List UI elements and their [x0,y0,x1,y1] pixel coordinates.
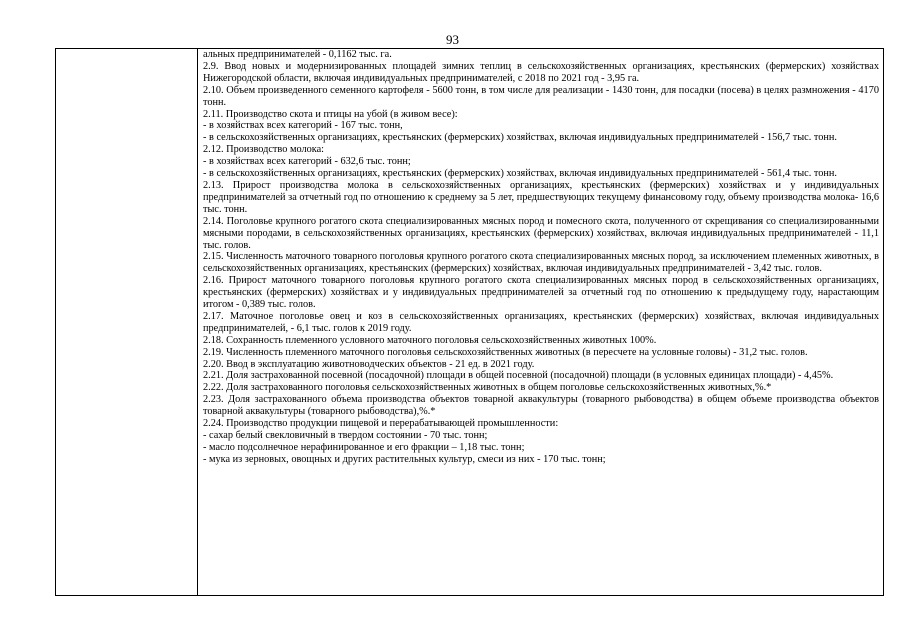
table-cell-text [198,49,884,596]
paragraph: - в сельскохозяйственных организациях, крестьянских (фермерских) хозяйствах, включая индивидуальных предпринимателей - 561,4 тыс. тонн. [203,168,837,180]
paragraph: 2.22. Доля застрахованного поголовья сельскохозяйственных животных в общем поголовье сельскохозяйственных животных,%.* [203,382,772,394]
paragraph: - мука из зерновых, овощных и других растительных культур, смеси из них - 170 тыс. тонн; [203,453,606,465]
paragraph: 2.10. Объем произведенного семенного картофеля - 5600 тонн, в том числе для реализации - 1430 тонн, для посадки (посева) в целях размножения - 4170 тонн. [203,84,879,108]
table-cell-left [56,49,198,596]
paragraph: - в сельскохозяйственных организациях, крестьянских (фермерских) хозяйствах, включая индивидуальных предпринимателей - 156,7 тыс. тонн. [203,132,837,144]
page-number: 93 [446,32,459,47]
paragraph: 2.14. Поголовье крупного рогатого скота специализированных мясных пород и помесного скота, полученного от скрещивания со специализированными мясными породами, в сельскохозяйственных организациях, крестьянских (фермерских) хозяйствах, включая индивидуальных предпринимателей - 11,1 тыс. голов. [203,215,879,251]
paragraph: - сахар белый свекловичный в твердом состоянии - 70 тыс. тонн; [203,430,488,441]
paragraph: 2.11. Производство скота и птицы на убой (в живом весе): [203,108,458,120]
paragraph: 2.21. Доля застрахованной посевной (посадочной) площади в общей посевной (посадочной) площади (в условных единицах площади) - 4,45%. [203,370,834,382]
paragraph: альных предпринимателей - 0,1162 тыс. га. [203,49,392,60]
paragraph: 2.24. Производство продукции пищевой и перерабатывающей промышленности: [203,418,559,430]
paragraph: 2.20. Ввод в эксплуатацию животноводческих объектов - 21 ед. в 2021 году. [203,358,535,370]
paragraph: 2.23. Доля застрахованного объема производства объектов товарной аквакультуры (товарного рыбоводства) в общем объеме производства объектов товарной аквакультуры (товарного рыбоводства),%.* [203,394,879,418]
paragraph: 2.13. Прирост производства молока в сельскохозяйственных организациях, крестьянских (фермерских) хозяйствах и у индивидуальных предпринимателей за отчетный год по отношению к среднему за 5 лет, предшествующих текущему финансовому году, объему производства молока- 16,6 тыс. тонн. [203,179,879,215]
paragraph: - в хозяйствах всех категорий - 167 тыс. тонн, [203,120,403,132]
paragraph: 2.19. Численность племенного маточного поголовья сельскохозяйственных животных (в пересчете на условные головы) - 31,2 тыс. голов. [203,346,808,358]
paragraph: 2.15. Численность маточного товарного поголовья крупного рогатого скота специализированных мясных пород, за исключением племенных животных, в сельскохозяйственных организациях, крестьянских (фермерских) хозяйствах, включая индивидуальных предпринимателей - 3,42 тыс. голов. [203,251,879,275]
paragraph: - в хозяйствах всех категорий - 632,6 тыс. тонн; [203,156,411,168]
document-table [55,48,884,596]
table-row [56,49,884,596]
paragraph: 2.18. Сохранность племенного условного маточного поголовья сельскохозяйственных животных 100%. [203,334,657,346]
paragraph: 2.12. Производство молока: [203,144,325,156]
paragraph: - масло подсолнечное нерафинированное и его фракции – 1,18 тыс. тонн; [203,441,525,453]
paragraph: 2.17. Маточное поголовье овец и коз в сельскохозяйственных организациях, крестьянских (фермерских) хозяйствах, включая индивидуальных предпринимателей, - 6,1 тыс. голов к 2019 году. [203,310,879,334]
paragraph: 2.9. Ввод новых и модернизированных площадей зимних теплиц в сельскохозяйственных организациях, крестьянских (фермерских) хозяйствах Нижегородской области, включая индивидуальных предпринимателей, с 2018 по 2021 год - 3,95 га. [203,60,879,84]
paragraph: 2.16. Прирост маточного товарного поголовья крупного рогатого скота специализированных мясных пород в сельскохозяйственных организациях, крестьянских (фермерских) хозяйствах и у индивидуальных предпринимателей за отчетный год по отношению к предыдущему году, нарастающим итогом - 0,389 тыс. голов. [203,275,879,311]
